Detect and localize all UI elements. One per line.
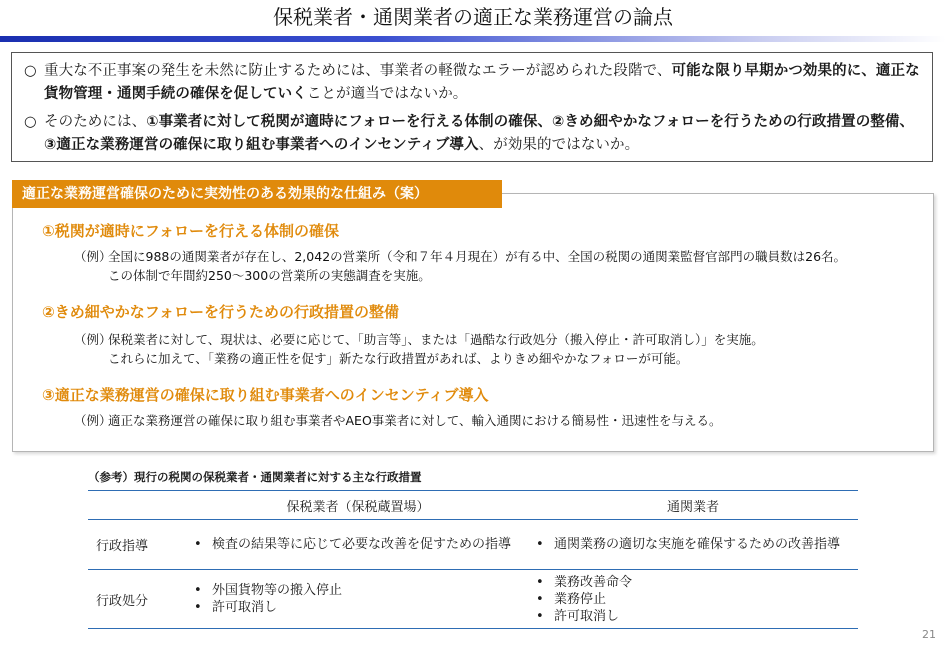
example-label: （例）: [74, 332, 112, 347]
example-line-1: 保税業者に対して、現状は、必要に応じて、「助言等」、または「過酷な行政処分（搬入停止・許可取消し）」を実施。: [108, 332, 764, 347]
cell-bonded-disposition: [188, 570, 528, 629]
table-header-blank: [88, 491, 188, 520]
cell-customs-disposition: [528, 570, 858, 629]
list-item: • 業務改善命令: [536, 574, 858, 591]
page-number: 21: [922, 628, 936, 641]
example-line-2: この体制で年間約250～300の営業所の実態調査を実施。: [108, 268, 431, 283]
intro-bullet-1: [24, 60, 924, 106]
list-item: • 許可取消し: [536, 608, 858, 625]
reference-title: （参考）現行の税関の保税業者・通関業者に対する主な行政措置: [88, 470, 422, 484]
list-item: • 外国貨物等の搬入停止: [194, 582, 528, 599]
example-line-1: 全国に988の通関業者が存在し、2,042の営業所（令和７年４月現在）が有る中、全国の税関の通関業監督官部門の職員数は26名。: [108, 249, 847, 264]
list-item: • 業務停止: [536, 591, 858, 608]
proposal-section-1-example: [74, 247, 846, 285]
table-header-customs: 通関業者: [528, 491, 858, 520]
list-item: • 検査の結果等に応じて必要な改善を促すための指導: [194, 536, 528, 553]
intro-bullet-2-part2: 、が効果的ではないか。: [478, 137, 640, 153]
circle-bullet-mark: ○: [24, 63, 37, 79]
intro-bullet-1-part2: ことが適当ではないか。: [306, 86, 468, 102]
list-item: • 通関業務の適切な実施を確保するための改善指導: [536, 536, 858, 553]
circle-bullet-mark: ○: [24, 114, 37, 130]
intro-bullet-1-bold: 可能な限り早期かつ効果的に、適正な貨物管理・通関手続の確保を促していく: [44, 63, 920, 102]
proposal-header: 適正な業務運営確保のために実効性のある効果的な仕組み（案）: [12, 180, 502, 208]
cell-customs-guidance: [528, 520, 858, 570]
intro-bullet-1-part1: 重大な不正事案の発生を未然に防止するためには、事業者の軽微なエラーが認められた段階で、: [44, 63, 672, 79]
cell-bonded-guidance: [188, 520, 528, 570]
example-label: （例）: [74, 413, 112, 428]
page-title: 保税業者・通関業者の適正な業務運営の論点: [273, 5, 673, 29]
row-label-disposition: 行政処分: [88, 570, 188, 629]
proposal-section-1-heading: ①税関が適時にフォローを行える体制の確保: [42, 222, 339, 240]
intro-bullet-2: [24, 111, 924, 157]
proposal-section-2-heading: ②きめ細やかなフォローを行うための行政措置の整備: [42, 303, 399, 321]
proposal-section-3-heading: ③適正な業務運営の確保に取り組む事業者へのインセンティブ導入: [42, 386, 489, 404]
intro-bullet-1-text: [24, 60, 924, 106]
example-line-1: 適正な業務運営の確保に取り組む事業者やAEO事業者に対して、輸入通関における簡易性・迅速性を与える。: [108, 413, 722, 428]
title-underline-bar: [0, 36, 946, 42]
intro-bullet-2-text: [24, 111, 924, 157]
intro-bullet-2-bold: ①事業者に対して税関が適時にフォローを行える体制の確保、②きめ細やかなフォローを行うための行政措置の整備、③適正な業務運営の確保に取り組む事業者へのインセンティブ導入: [44, 114, 915, 153]
row-label-guidance: 行政指導: [88, 520, 188, 570]
table-header-bonded: 保税業者（保税蔵置場）: [188, 491, 528, 520]
example-line-2: これらに加えて、「業務の適正性を促す」新たな行政措置があれば、よりきめ細やかなフォローが可能。: [108, 351, 689, 366]
intro-box: [11, 52, 933, 162]
table-header-row: [88, 491, 858, 520]
table-row: [88, 570, 858, 629]
proposal-section-3-example: [74, 411, 722, 430]
intro-bullet-2-part1: そのためには、: [44, 114, 147, 130]
table-row: [88, 520, 858, 570]
proposal-section-2-example: [74, 330, 764, 368]
example-label: （例）: [74, 249, 112, 264]
reference-table: [88, 490, 858, 629]
list-item: • 許可取消し: [194, 599, 528, 616]
